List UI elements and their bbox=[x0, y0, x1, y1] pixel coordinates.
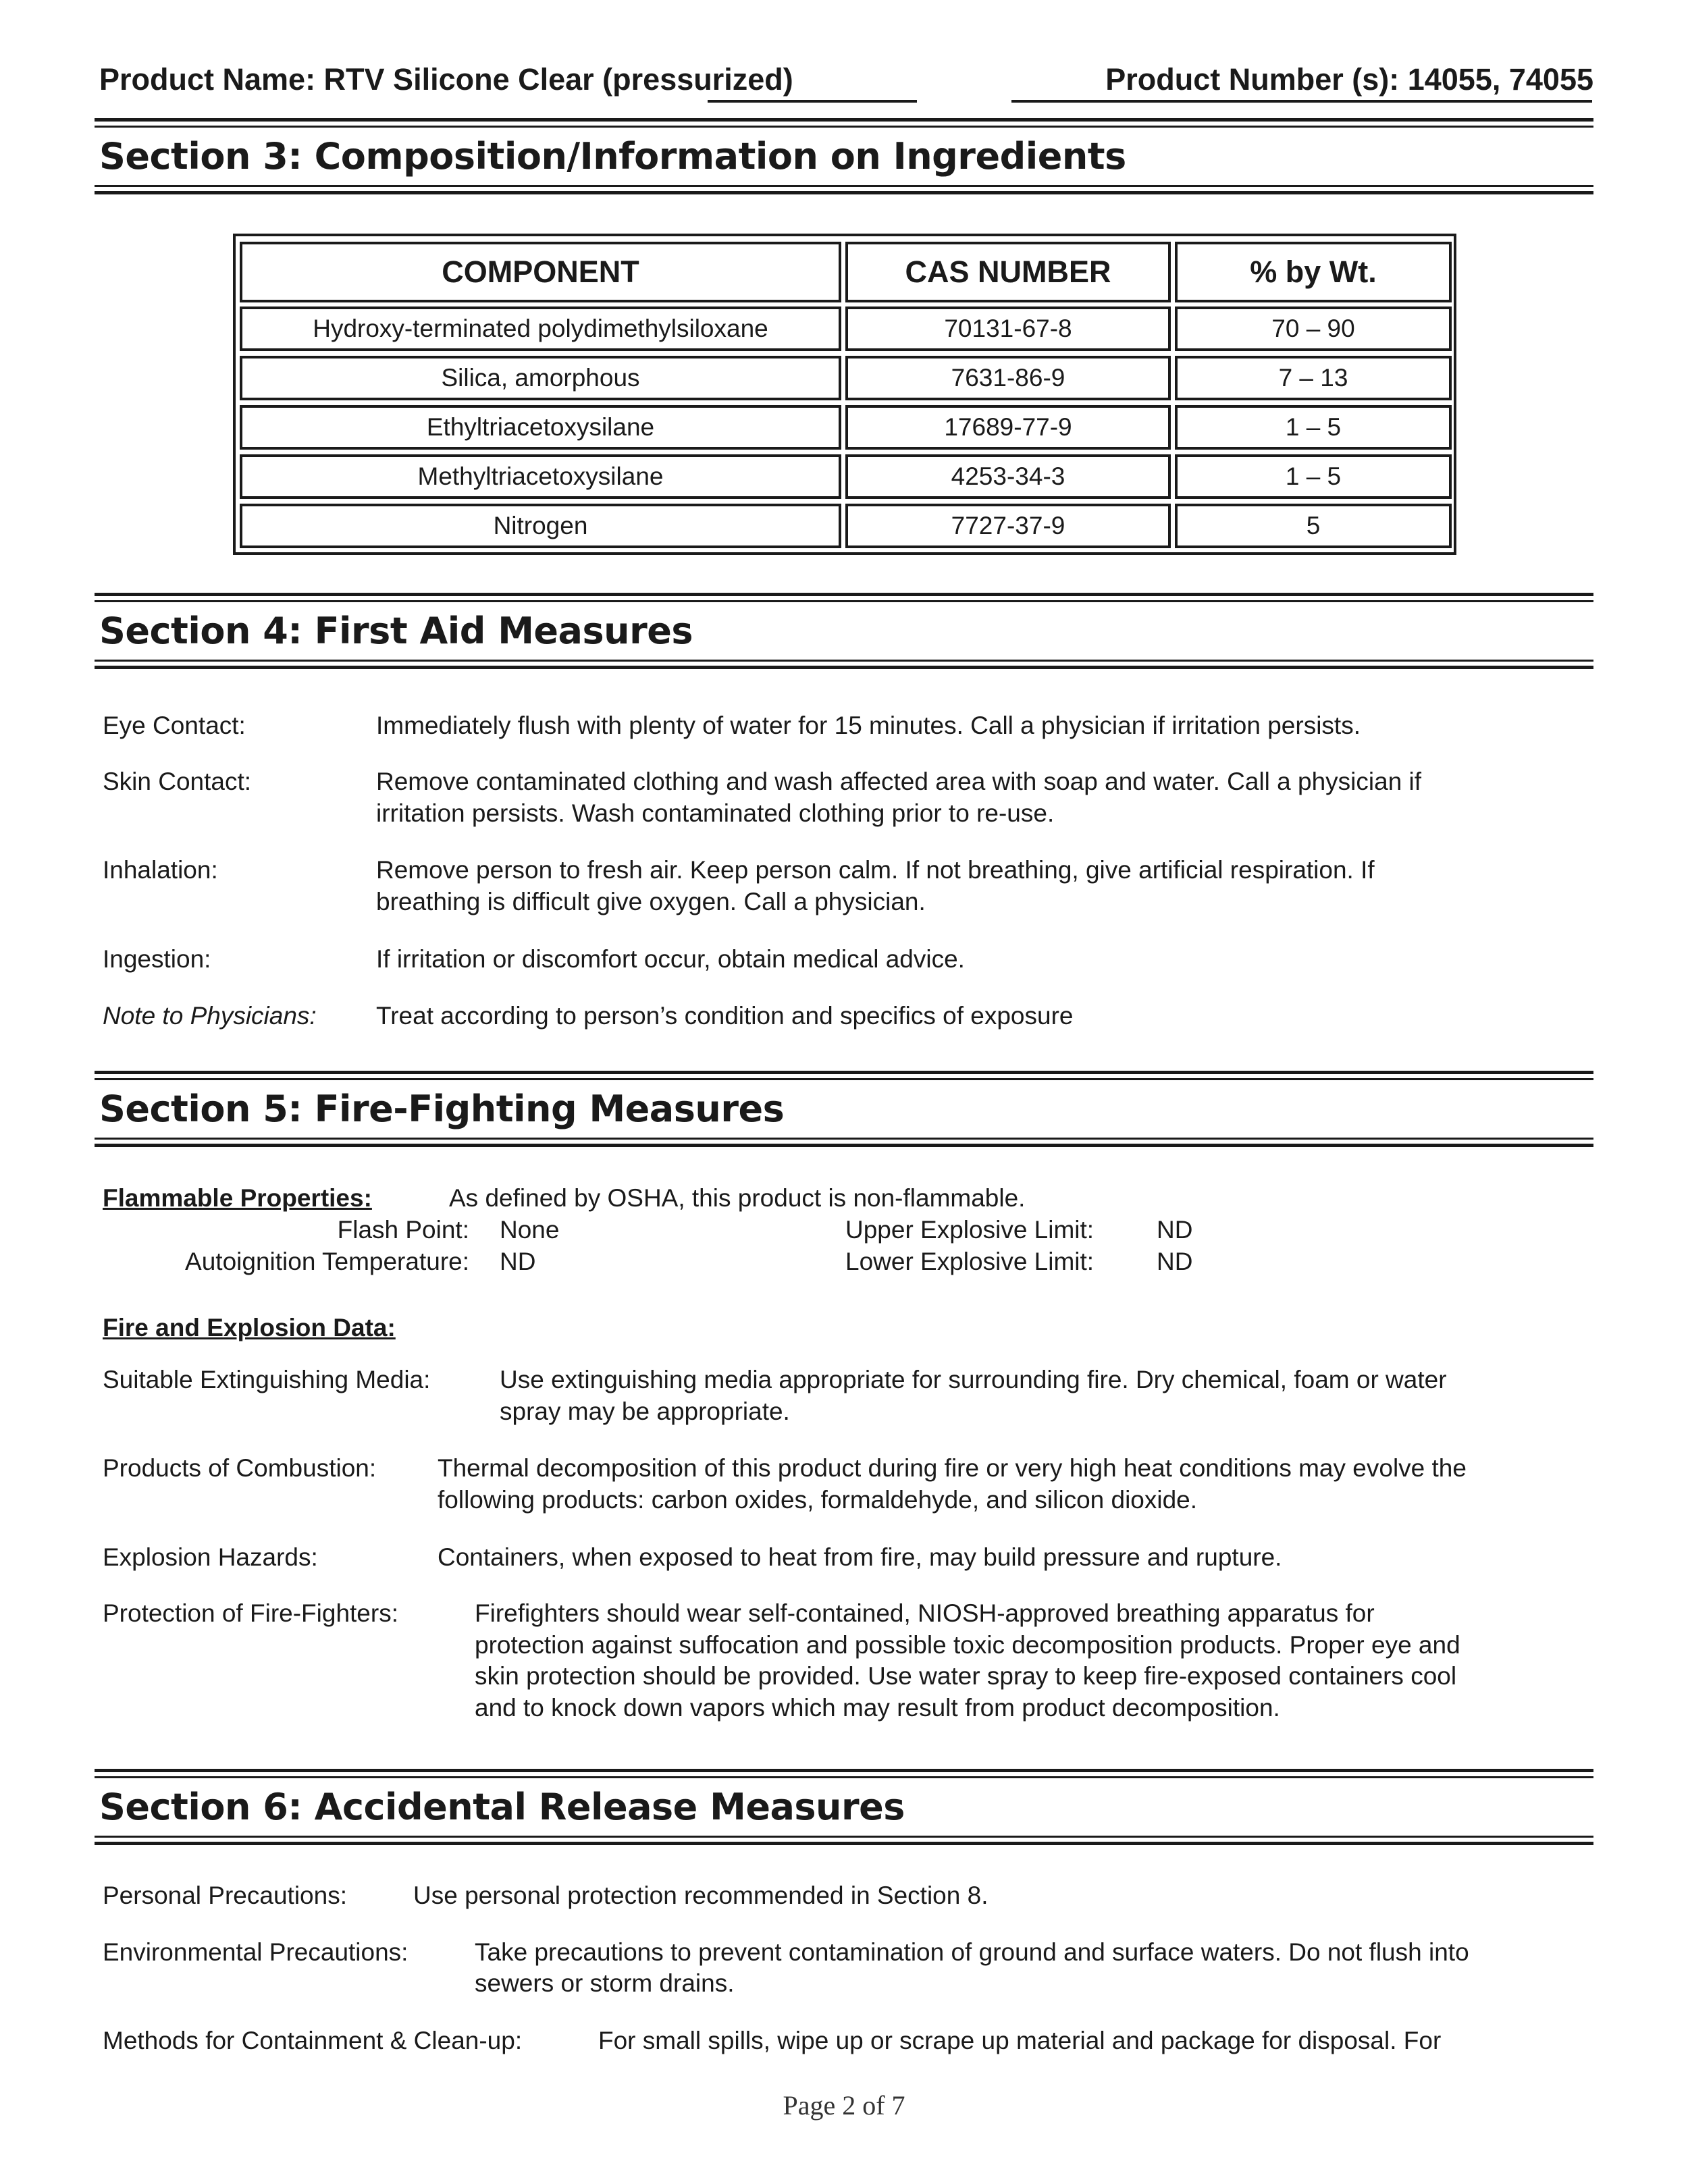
field-label: Inhalation: bbox=[103, 856, 218, 884]
section-rule bbox=[95, 1836, 1593, 1845]
field-value: ND bbox=[1157, 1248, 1193, 1275]
section-rule bbox=[95, 660, 1593, 669]
table-cell: 1 – 5 bbox=[1175, 454, 1452, 499]
field-text: As defined by OSHA, this product is non-flammable. bbox=[449, 1184, 1026, 1212]
field-label: Eye Contact: bbox=[103, 712, 246, 739]
fire-explosion-data-label: Fire and Explosion Data: bbox=[103, 1314, 396, 1341]
field-text: spray may be appropriate. bbox=[500, 1397, 790, 1425]
page-number: Page 2 of 7 bbox=[783, 2090, 905, 2121]
document-header bbox=[98, 59, 1593, 101]
field-text: If irritation or discomfort occur, obtain medical advice. bbox=[376, 945, 965, 973]
table-cell: Ethyltriacetoxysilane bbox=[240, 405, 841, 450]
table-cell: 7 – 13 bbox=[1175, 356, 1452, 400]
table-header-cell: % by Wt. bbox=[1175, 242, 1452, 302]
header-underline bbox=[708, 100, 917, 103]
table-cell: Hydroxy-terminated polydimethylsiloxane bbox=[240, 307, 841, 351]
table-cell: Nitrogen bbox=[240, 504, 841, 548]
section-rule bbox=[95, 1138, 1593, 1147]
field-label: Personal Precautions: bbox=[103, 1882, 347, 1909]
field-label: Products of Combustion: bbox=[103, 1454, 377, 1482]
flammable-properties-label: Flammable Properties: bbox=[103, 1184, 372, 1212]
table-cell: 1 – 5 bbox=[1175, 405, 1452, 450]
field-text: Remove person to fresh air. Keep person calm. If not breathing, give artificial respiration. If bbox=[376, 856, 1375, 884]
product-number: Product Number (s): 14055, 74055 bbox=[1105, 62, 1593, 97]
table-cell: 7631-86-9 bbox=[845, 356, 1171, 400]
field-text: Use personal protection recommended in Section 8. bbox=[413, 1882, 988, 1909]
field-text: Immediately flush with plenty of water for 15 minutes. Call a physician if irritation persists. bbox=[376, 712, 1361, 739]
table-header-cell: COMPONENT bbox=[240, 242, 841, 302]
table-cell: 5 bbox=[1175, 504, 1452, 548]
field-text: Remove contaminated clothing and wash affected area with soap and water. Call a physician if bbox=[376, 768, 1422, 795]
field-text: Thermal decomposition of this product during fire or very high heat conditions may evolve the bbox=[438, 1454, 1467, 1482]
table-cell: 17689-77-9 bbox=[845, 405, 1171, 450]
table-cell: 70131-67-8 bbox=[845, 307, 1171, 351]
field-text: protection against suffocation and possible toxic decomposition products. Proper eye and bbox=[475, 1631, 1460, 1659]
field-text: Take precautions to prevent contamination of ground and surface waters. Do not flush into bbox=[475, 1938, 1469, 1966]
field-label: Explosion Hazards: bbox=[103, 1543, 318, 1571]
table-cell: Silica, amorphous bbox=[240, 356, 841, 400]
field-text: Containers, when exposed to heat from fire, may build pressure and rupture. bbox=[438, 1543, 1282, 1571]
field-label: Flash Point: bbox=[337, 1216, 469, 1244]
field-label: Autoignition Temperature: bbox=[185, 1248, 469, 1275]
table-cell: 70 – 90 bbox=[1175, 307, 1452, 351]
section-rule bbox=[95, 1071, 1593, 1080]
table-cell: Methyltriacetoxysilane bbox=[240, 454, 841, 499]
field-text: irritation persists. Wash contaminated clothing prior to re-use. bbox=[376, 799, 1055, 827]
field-text: skin protection should be provided. Use water spray to keep fire-exposed containers cool bbox=[475, 1662, 1457, 1690]
field-text: Firefighters should wear self-contained, NIOSH-approved breathing apparatus for bbox=[475, 1599, 1375, 1627]
field-label: Skin Contact: bbox=[103, 768, 252, 795]
table-cell: 7727-37-9 bbox=[845, 504, 1171, 548]
section-rule bbox=[95, 1769, 1593, 1778]
section-rule bbox=[95, 185, 1593, 194]
section-rule bbox=[95, 118, 1593, 128]
section-6-title: Section 6: Accidental Release Measures bbox=[99, 1786, 905, 1828]
field-label: Protection of Fire-Fighters: bbox=[103, 1599, 398, 1627]
composition-table bbox=[233, 234, 1456, 555]
field-label: Lower Explosive Limit: bbox=[845, 1248, 1094, 1275]
field-text: Use extinguishing media appropriate for surrounding fire. Dry chemical, foam or water bbox=[500, 1366, 1447, 1393]
field-text: For small spills, wipe up or scrape up material and package for disposal. For bbox=[598, 2027, 1442, 2054]
section-3-title: Section 3: Composition/Information on Ingredients bbox=[99, 135, 1126, 178]
field-label: Methods for Containment & Clean-up: bbox=[103, 2027, 523, 2054]
field-value: None bbox=[500, 1216, 560, 1244]
section-5-title: Section 5: Fire-Fighting Measures bbox=[99, 1088, 785, 1130]
field-text: sewers or storm drains. bbox=[475, 1969, 735, 1997]
section-rule bbox=[95, 593, 1593, 602]
field-text: and to knock down vapors which may result from product decomposition. bbox=[475, 1694, 1280, 1722]
field-label: Note to Physicians: bbox=[103, 1002, 317, 1030]
field-value: ND bbox=[1157, 1216, 1193, 1244]
field-label: Upper Explosive Limit: bbox=[845, 1216, 1094, 1244]
field-label: Environmental Precautions: bbox=[103, 1938, 408, 1966]
header-underline bbox=[1011, 100, 1592, 103]
field-text: breathing is difficult give oxygen. Call a physician. bbox=[376, 888, 926, 915]
field-text: Treat according to person’s condition and specifics of exposure bbox=[376, 1002, 1074, 1030]
field-label: Ingestion: bbox=[103, 945, 211, 973]
product-name: Product Name: RTV Silicone Clear (pressurized) bbox=[99, 62, 793, 97]
table-header-cell: CAS NUMBER bbox=[845, 242, 1171, 302]
field-label: Suitable Extinguishing Media: bbox=[103, 1366, 431, 1393]
table-cell: 4253-34-3 bbox=[845, 454, 1171, 499]
field-text: following products: carbon oxides, formaldehyde, and silicon dioxide. bbox=[438, 1486, 1198, 1514]
field-value: ND bbox=[500, 1248, 536, 1275]
section-4-title: Section 4: First Aid Measures bbox=[99, 610, 693, 652]
